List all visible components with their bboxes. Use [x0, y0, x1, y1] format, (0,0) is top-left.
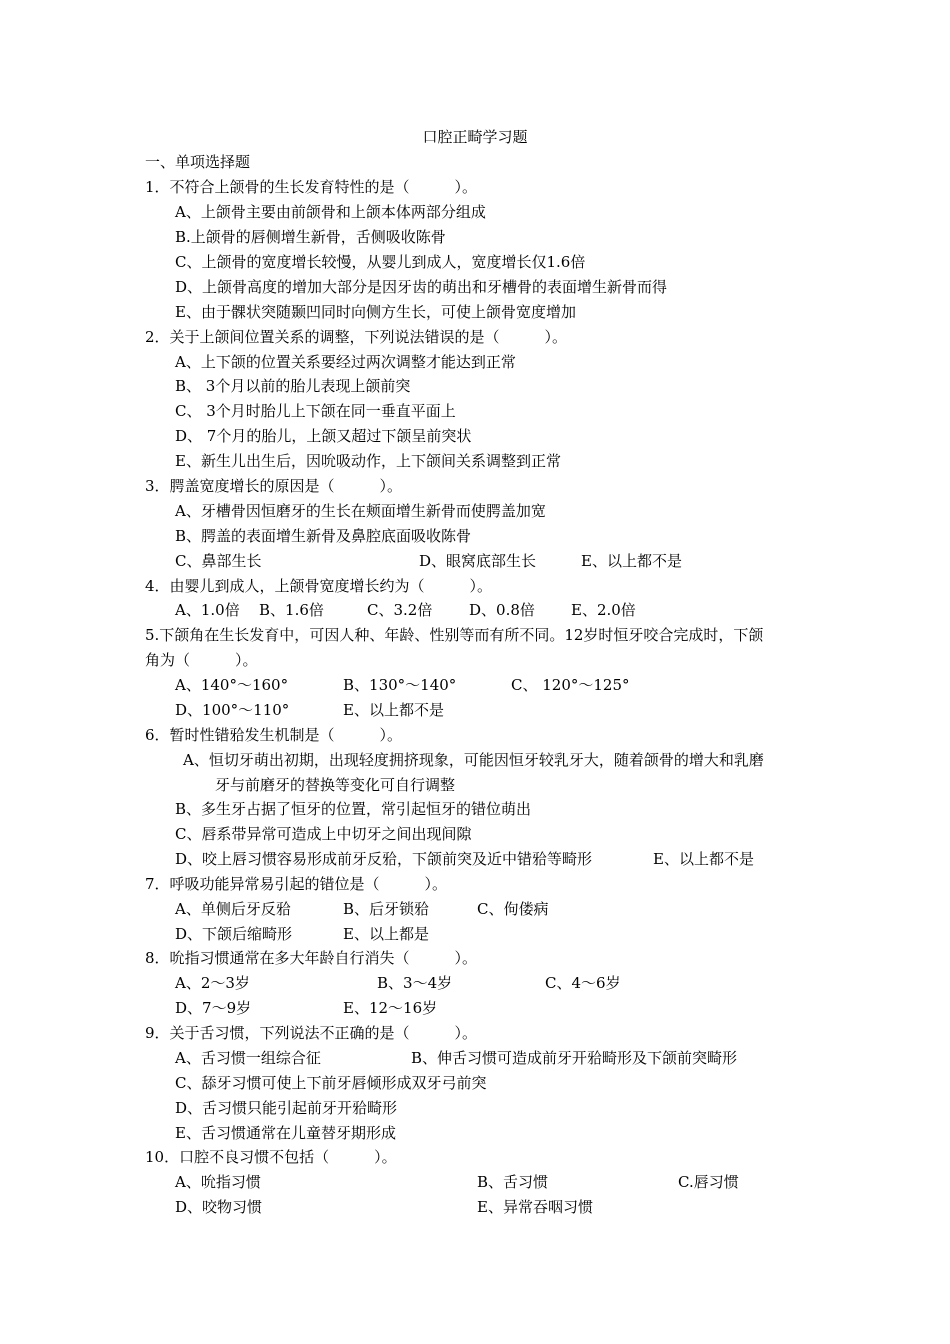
question-9-option-e: E、舌习惯通常在儿童替牙期形成 — [175, 1124, 396, 1142]
question-8-option-c: C、4～6岁 — [545, 974, 621, 992]
question-4-option-a: A、1.0倍 — [175, 601, 240, 619]
question-8-stem: 8．吮指习惯通常在多大年龄自行消失（ ）。 — [145, 949, 478, 967]
question-7-option-a: A、单侧后牙反𬌗 — [175, 900, 291, 918]
question-7-option-b: B、后牙锁𬌗 — [343, 900, 430, 918]
question-4-stem: 4．由婴儿到成人，上颌骨宽度增长约为（ ）。 — [145, 577, 493, 595]
question-9-option-a: A、舌习惯一组综合征 — [175, 1049, 321, 1067]
question-10-option-e: E、异常吞咽习惯 — [477, 1198, 593, 1216]
question-4-option-c: C、3.2倍 — [367, 601, 433, 619]
question-5-option-e: E、以上都不是 — [343, 701, 444, 719]
question-4-option-b: B、1.6倍 — [259, 601, 324, 619]
question-4-option-d: D、0.8倍 — [469, 601, 535, 619]
question-7-option-d: D、下颌后缩畸形 — [175, 925, 293, 943]
question-5-stem-line-2: 角为（ ）。 — [145, 651, 258, 669]
question-6-option-a-line-2: 牙与前磨牙的替换等变化可自行调整 — [215, 776, 456, 794]
question-8-option-b: B、3～4岁 — [377, 974, 453, 992]
question-10-stem: 10．口腔不良习惯不包括（ ）。 — [145, 1148, 397, 1166]
question-1-option-d: D、上颌骨高度的增加大部分是因牙齿的萌出和牙槽骨的表面增生新骨而得 — [175, 278, 668, 296]
question-3-stem: 3．腭盖宽度增长的原因是（ ）。 — [145, 477, 403, 495]
question-7-option-e: E、以上都是 — [343, 925, 429, 943]
question-2-option-c: C、 3个月时胎儿上下颌在同一垂直平面上 — [175, 402, 456, 420]
page-title: 口腔正畸学习题 — [422, 128, 528, 146]
question-3-option-b: B、腭盖的表面增生新骨及鼻腔底面吸收陈骨 — [175, 527, 472, 545]
question-6-option-b: B、多生牙占据了恒牙的位置，常引起恒牙的错位萌出 — [175, 800, 532, 818]
question-5-option-a: A、140°～160° — [175, 676, 289, 694]
question-2-stem: 2．关于上颌间位置关系的调整，下列说法错误的是（ ）。 — [145, 328, 568, 346]
question-2-option-b: B、 3个月以前的胎儿表现上颌前突 — [175, 377, 411, 395]
question-7-stem: 7．呼吸功能异常易引起的错位是（ ）。 — [145, 875, 448, 893]
question-1-stem: 1．不符合上颌骨的生长发育特性的是（ ）。 — [145, 178, 478, 196]
question-8-option-e: E、12～16岁 — [343, 999, 438, 1017]
question-2-option-a: A、上下颌的位置关系要经过两次调整才能达到正常 — [175, 353, 516, 371]
question-1-option-c: C、上颌骨的宽度增长较慢，从婴儿到成人，宽度增长仅1.6倍 — [175, 253, 586, 271]
question-5-option-c: C、 120°～125° — [511, 676, 630, 694]
question-3-option-c: C、鼻部生长 — [175, 552, 262, 570]
question-9-option-d: D、舌习惯只能引起前牙开𬌗畸形 — [175, 1099, 398, 1117]
question-3-option-d: D、眼窝底部生长 — [419, 552, 537, 570]
question-9-option-b: B、伸舌习惯可造成前牙开𬌗畸形及下颌前突畸形 — [411, 1049, 738, 1067]
question-1-option-e: E、由于髁状突随颞凹同时向侧方生长，可使上颌骨宽度增加 — [175, 303, 576, 321]
question-4-option-e: E、2.0倍 — [571, 601, 636, 619]
question-10-option-b: B、舌习惯 — [477, 1173, 549, 1191]
question-6-option-a-line-1: A、恒切牙萌出初期，出现轻度拥挤现象，可能因恒牙较乳牙大，随着颌骨的增大和乳磨 — [183, 751, 764, 769]
question-8-option-a: A、2～3岁 — [175, 974, 250, 992]
question-10-option-c: C.唇习惯 — [678, 1173, 739, 1191]
question-9-stem: 9．关于舌习惯，下列说法不正确的是（ ）。 — [145, 1024, 478, 1042]
question-3-option-a: A、牙槽骨因恒磨牙的生长在颊面增生新骨而使腭盖加宽 — [175, 502, 546, 520]
question-3-option-e: E、以上都不是 — [581, 552, 682, 570]
question-6-option-c: C、唇系带异常可造成上中切牙之间出现间隙 — [175, 825, 472, 843]
question-1-option-a: A、上颌骨主要由前颌骨和上颌本体两部分组成 — [175, 203, 486, 221]
question-6-stem: 6．暂时性错𬌗发生机制是（ ）。 — [145, 726, 403, 744]
question-5-stem-line-1: 5.下颌角在生长发育中，可因人种、年龄、性别等而有所不同。12岁时恒牙咬合完成时，下颌 — [145, 626, 764, 644]
section-heading: 一、单项选择题 — [145, 153, 251, 171]
question-5-option-b: B、130°～140° — [343, 676, 457, 694]
question-2-option-e: E、新生儿出生后，因吮吸动作，上下颌间关系调整到正常 — [175, 452, 561, 470]
question-6-option-d: D、咬上唇习惯容易形成前牙反𬌗，下颌前突及近中错𬌗等畸形 — [175, 850, 593, 868]
question-9-option-c: C、舔牙习惯可使上下前牙唇倾形成双牙弓前突 — [175, 1074, 487, 1092]
question-6-option-e: E、以上都不是 — [653, 850, 754, 868]
question-5-option-d: D、100°～110° — [175, 701, 290, 719]
question-8-option-d: D、7～9岁 — [175, 999, 252, 1017]
question-10-option-d: D、咬物习惯 — [175, 1198, 263, 1216]
question-1-option-b: B.上颌骨的唇侧增生新骨，舌侧吸收陈骨 — [175, 228, 446, 246]
question-10-option-a: A、吮指习惯 — [175, 1173, 261, 1191]
question-7-option-c: C、佝偻病 — [477, 900, 549, 918]
question-2-option-d: D、 7个月的胎儿，上颌又超过下颌呈前突状 — [175, 427, 472, 445]
